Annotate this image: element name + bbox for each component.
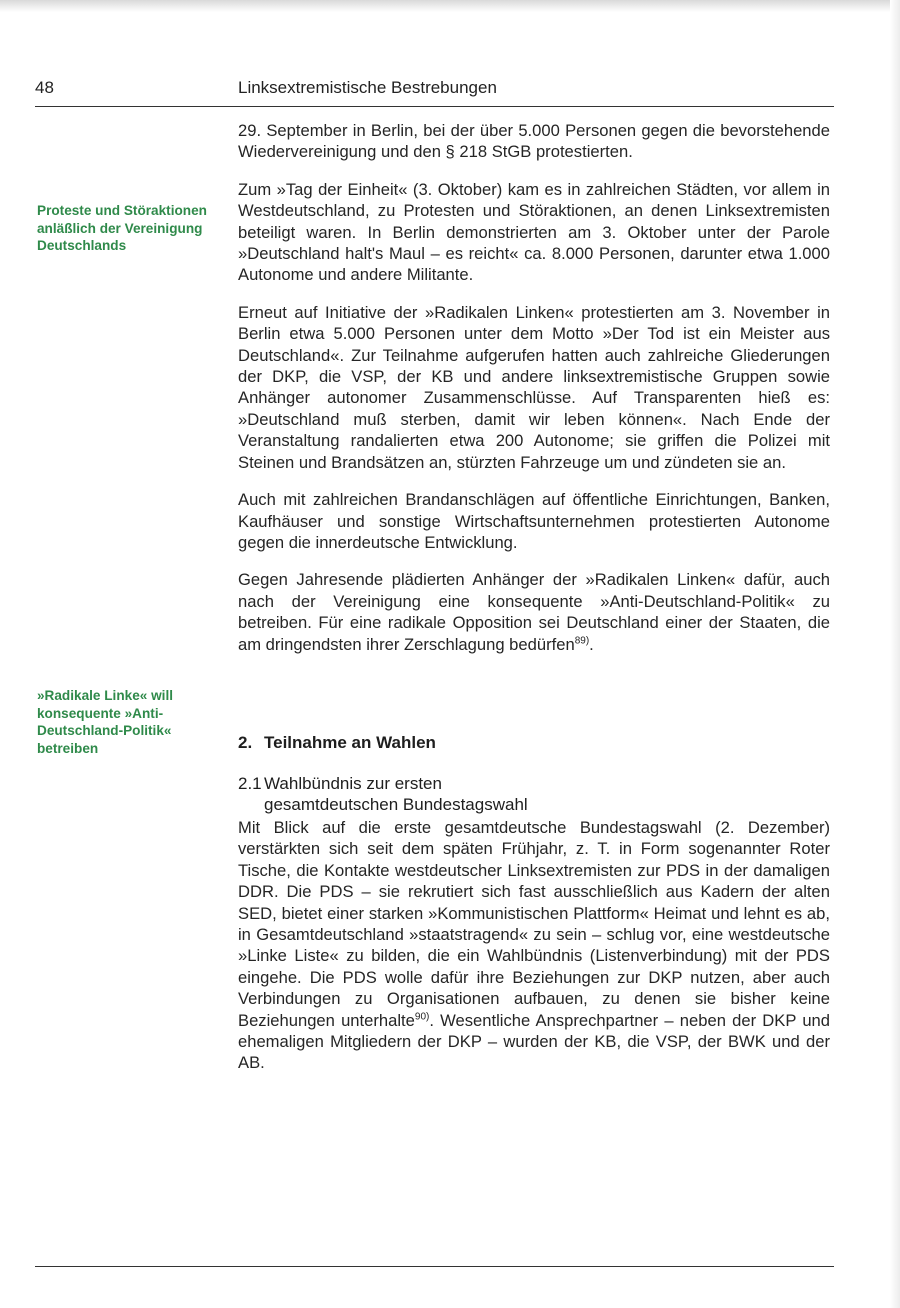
scan-shadow-top [0, 0, 900, 12]
paragraph-2: Zum »Tag der Einheit« (3. Oktober) kam es in zahlreichen Städten, vor allem in Westdeutschland, zu Protesten und Störaktionen, an denen Linksextremisten beteiligt waren. In Berlin demonstrierten am 3. Oktober unter der Parole »Deutschland halt's Maul – es reicht« ca. 8.000 Personen, darunter etwa 1.000 Autonome und andere Militante. [238, 179, 830, 285]
paragraph-6-text: Mit Blick auf die erste gesamtdeutsche Bundestagswahl (2. Dezember) verstärkten sich seit dem späten Frühjahr, z. T. in Form sogenannter Roter Tische, die Kontakte westdeutscher Linksextremisten zur PDS in der damaligen DDR. Die PDS – sie rekrutiert sich fast ausschließlich aus Kadern der alten SED, bietet einer starken »Kommunistischen Plattform« Heimat und lehnt es ab, in Gesamtdeutschland »staatstragend« zu sein – schlug vor, eine westdeutsche »Linke Liste« zu bilden, die ein Wahlbündnis (Listenverbindung) mit der PDS eingehe. Die PDS wolle dafür ihre Beziehungen zur DKP nutzen, aber auch Verbindungen zu Organisationen aufbauen, zu denen sie bisher keine Beziehungen unterhalte [238, 817, 830, 1030]
margin-note-radikale-linke: »Radikale Linke« will konsequente »Anti-Deutschland-Politik« betreiben [37, 688, 173, 756]
paragraph-4: Auch mit zahlreichen Brandanschlägen auf öffentliche Einrichtungen, Banken, Kaufhäuser und sonstige Wirtschaftsunternehmen protestierten Autonome gegen die innerdeutsche Entwicklung. [238, 490, 830, 552]
margin-note-protests: Proteste und Störaktionen anläßlich der Vereinigung Deutschlands [37, 203, 207, 253]
subsection-number: 2.1 [238, 773, 262, 793]
paragraph-5-text: Gegen Jahresende plädierten Anhänger der »Radikalen Linken« dafür, auch nach der Vereinigung eine konsequente »Anti-Deutschland-Politik« zu betreiben. Für eine radikale Opposition sei Deutschland einer der Staaten, die am dringendsten ihrer Zerschlagung bedürfen [238, 570, 830, 654]
paragraph-3: Erneut auf Initiative der »Radikalen Linken« protestierten am 3. November in Berlin etwa 5.000 Personen unter dem Motto »Der Tod ist ein Meister aus Deutschland«. Zur Teilnahme aufgerufen hatten auch zahlreiche Gliederungen der DKP, die VSP, der KB und andere linksextremistische Gruppen sowie Anhänger autonomer Zusammenschlüsse. Auf Transparenten hieß es: »Deutschland muß sterben, damit wir leben können«. Nach Ende der Veranstaltung randalierten etwa 200 Autonome; sie griffen die Polizei mit Steinen und Brandsätzen an, stürzten Fahrzeuge um und zündeten sie an. [238, 302, 830, 472]
paragraph-6-end: . Wesentliche Ansprechpartner – neben der DKP und ehemaligen Mitgliedern der DKP – wurden der KB, die VSP, der BWK und der AB. [238, 1010, 831, 1073]
section-title: Teilnahme an Wahlen [264, 732, 436, 752]
page-header [35, 70, 834, 107]
section-number: 2. [238, 732, 253, 752]
subsection-heading [238, 773, 830, 815]
footnote-ref-90[interactable]: 90) [414, 1011, 430, 1023]
subsection-title-line1: Wahlbündnis zur ersten [264, 773, 442, 793]
running-title: Linksextremistische Bestrebungen [238, 78, 497, 97]
bottom-rule [35, 1266, 834, 1267]
paragraph-1: 29. September in Berlin, bei der über 5.000 Personen gegen die bevorstehende Wiedervereinigung und den § 218 StGB protestierten. [238, 121, 830, 162]
paragraph-5-end: . [589, 634, 594, 654]
main-text-column [238, 120, 830, 1074]
scan-shadow-right [890, 0, 900, 1308]
subsection-title-line2: gesamtdeutschen Bundestagswahl [264, 794, 528, 814]
paragraph-6 [238, 817, 830, 1074]
page-number: 48 [35, 78, 54, 97]
section-heading [238, 733, 830, 753]
footnote-ref-89[interactable]: 89) [574, 635, 590, 646]
paragraph-5 [238, 569, 830, 655]
